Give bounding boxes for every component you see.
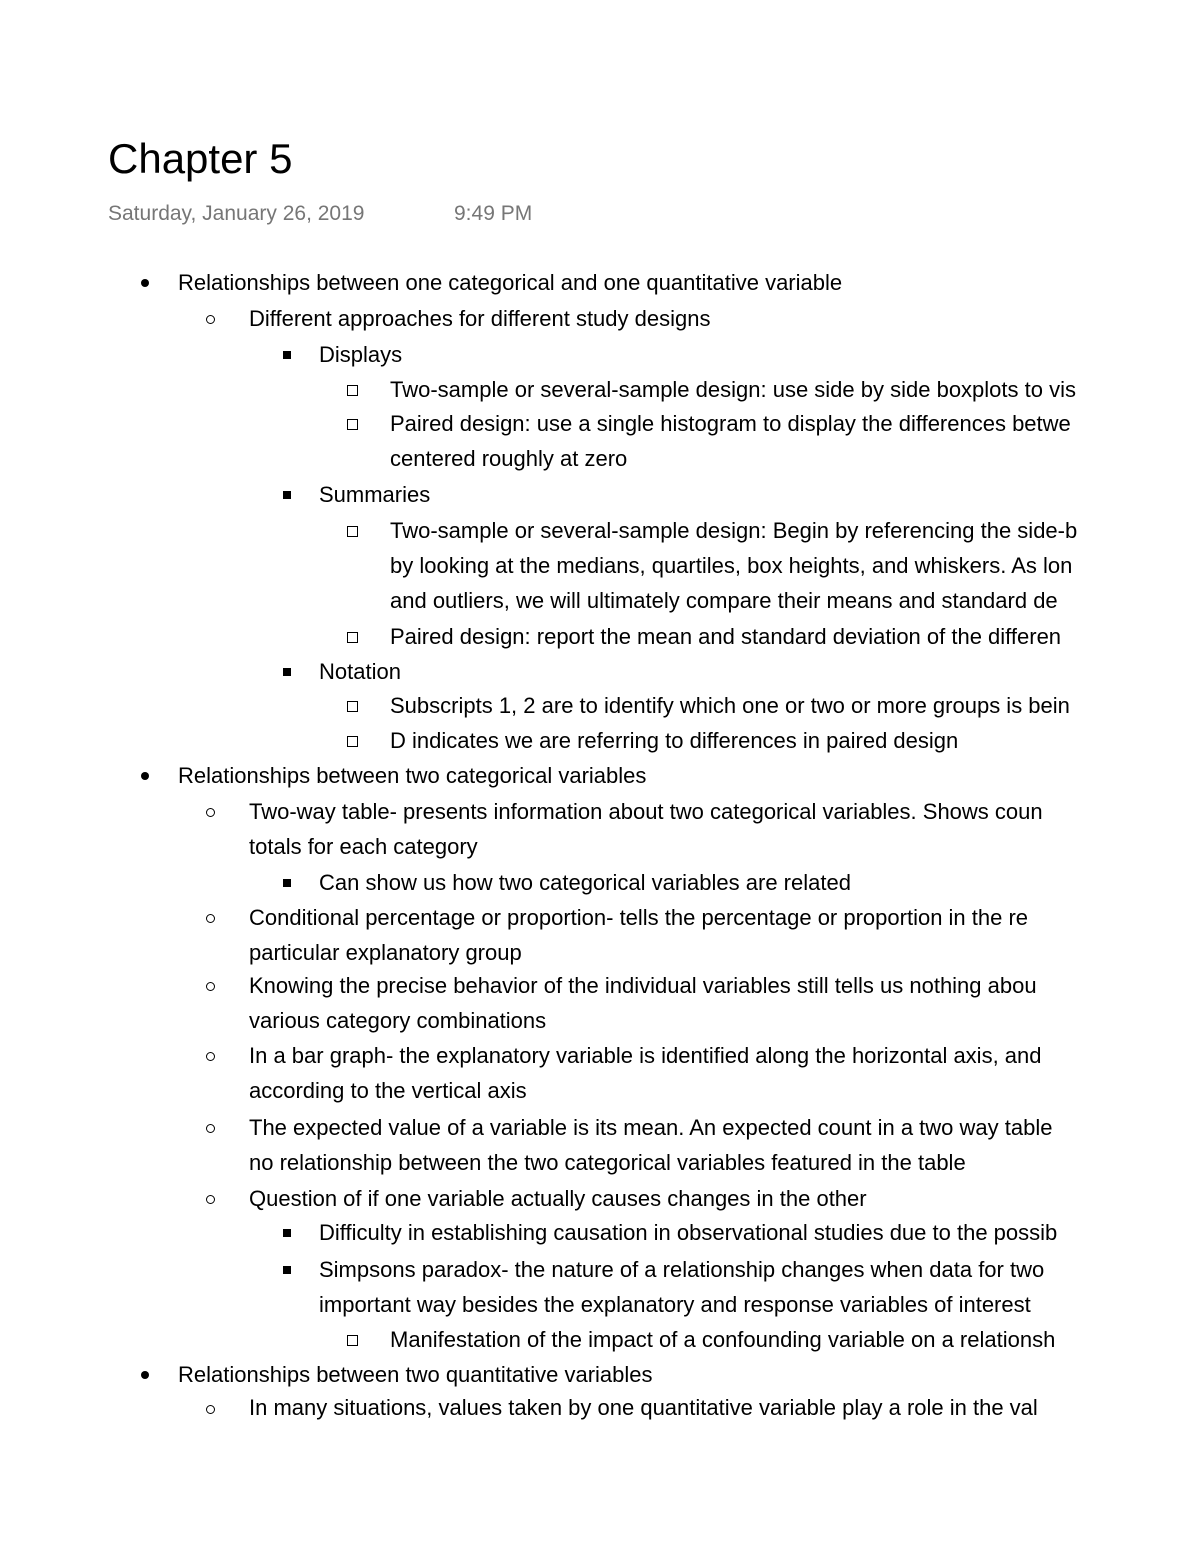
list-item: Summaries <box>319 482 431 507</box>
bullet-circle-icon <box>206 1052 215 1061</box>
list-item: Difficulty in establishing causation in observational studies due to the possib <box>319 1220 1058 1245</box>
list-item: Simpsons paradox- the nature of a relationship changes when data for two <box>319 1257 1045 1282</box>
list-item: Manifestation of the impact of a confounding variable on a relationsh <box>390 1327 1056 1352</box>
bullet-disc-icon <box>141 772 149 780</box>
list-item: Different approaches for different study designs <box>249 306 711 331</box>
list-item: Two-sample or several-sample design: use side by side boxplots to vis <box>390 377 1076 402</box>
list-item: particular explanatory group <box>249 940 522 965</box>
bullet-circle-icon <box>206 1195 215 1204</box>
list-item: by looking at the medians, quartiles, box heights, and whiskers. As lon <box>390 553 1073 578</box>
list-item: Displays <box>319 342 403 367</box>
list-item: Conditional percentage or proportion- tells the percentage or proportion in the re <box>249 905 1029 930</box>
list-item: Paired design: report the mean and standard deviation of the differen <box>390 624 1062 649</box>
list-item: Two-way table- presents information about two categorical variables. Shows coun <box>249 799 1043 824</box>
list-item: Notation <box>319 659 401 684</box>
list-item: D indicates we are referring to differences in paired design <box>390 728 959 753</box>
bullet-box-icon <box>347 526 358 537</box>
list-item: Two-sample or several-sample design: Begin by referencing the side-b <box>390 518 1078 543</box>
bullet-box-icon <box>347 736 358 747</box>
list-item: Relationships between one categorical and one quantitative variable <box>178 270 843 295</box>
list-item: Relationships between two categorical variables <box>178 763 647 788</box>
list-item: Knowing the precise behavior of the individual variables still tells us nothing abou <box>249 973 1037 998</box>
list-item: In a bar graph- the explanatory variable is identified along the horizontal axis, and <box>249 1043 1042 1068</box>
bullet-box-icon <box>347 1335 358 1346</box>
list-item: Subscripts 1, 2 are to identify which one or two or more groups is bein <box>390 693 1070 718</box>
list-item: Relationships between two quantitative variables <box>178 1362 653 1387</box>
list-item: according to the vertical axis <box>249 1078 527 1103</box>
note-time: 9:49 PM <box>454 202 533 225</box>
list-item: important way besides the explanatory and response variables of interest <box>319 1292 1031 1317</box>
bullet-circle-icon <box>206 808 215 817</box>
bullet-square-icon <box>283 491 291 499</box>
bullet-box-icon <box>347 385 358 396</box>
bullet-disc-icon <box>141 1371 149 1379</box>
bullet-box-icon <box>347 701 358 712</box>
bullet-circle-icon <box>206 315 215 324</box>
bullet-disc-icon <box>141 279 149 287</box>
note-date: Saturday, January 26, 2019 <box>108 202 365 225</box>
bullet-circle-icon <box>206 1124 215 1133</box>
bullet-box-icon <box>347 632 358 643</box>
note-meta <box>108 200 533 228</box>
bullet-square-icon <box>283 1266 291 1274</box>
list-item: centered roughly at zero <box>390 446 628 471</box>
bullet-box-icon <box>347 419 358 430</box>
bullet-square-icon <box>283 668 291 676</box>
list-item: In many situations, values taken by one quantitative variable play a role in the val <box>249 1395 1038 1420</box>
list-item: no relationship between the two categorical variables featured in the table <box>249 1150 966 1175</box>
bullet-square-icon <box>283 1229 291 1237</box>
bullet-circle-icon <box>206 982 215 991</box>
bullet-square-icon <box>283 879 291 887</box>
list-item: The expected value of a variable is its mean. An expected count in a two way table <box>249 1115 1053 1140</box>
bullet-circle-icon <box>206 914 215 923</box>
list-item: Paired design: use a single histogram to display the differences betwe <box>390 411 1071 436</box>
list-item: totals for each category <box>249 834 478 859</box>
list-item: Can show us how two categorical variables are related <box>319 870 851 895</box>
page-title: Chapter 5 <box>108 135 293 182</box>
bullet-circle-icon <box>206 1405 215 1414</box>
list-item: and outliers, we will ultimately compare their means and standard de <box>390 588 1058 613</box>
list-item: Question of if one variable actually causes changes in the other <box>249 1186 867 1211</box>
bullet-square-icon <box>283 351 291 359</box>
list-item: various category combinations <box>249 1008 547 1033</box>
